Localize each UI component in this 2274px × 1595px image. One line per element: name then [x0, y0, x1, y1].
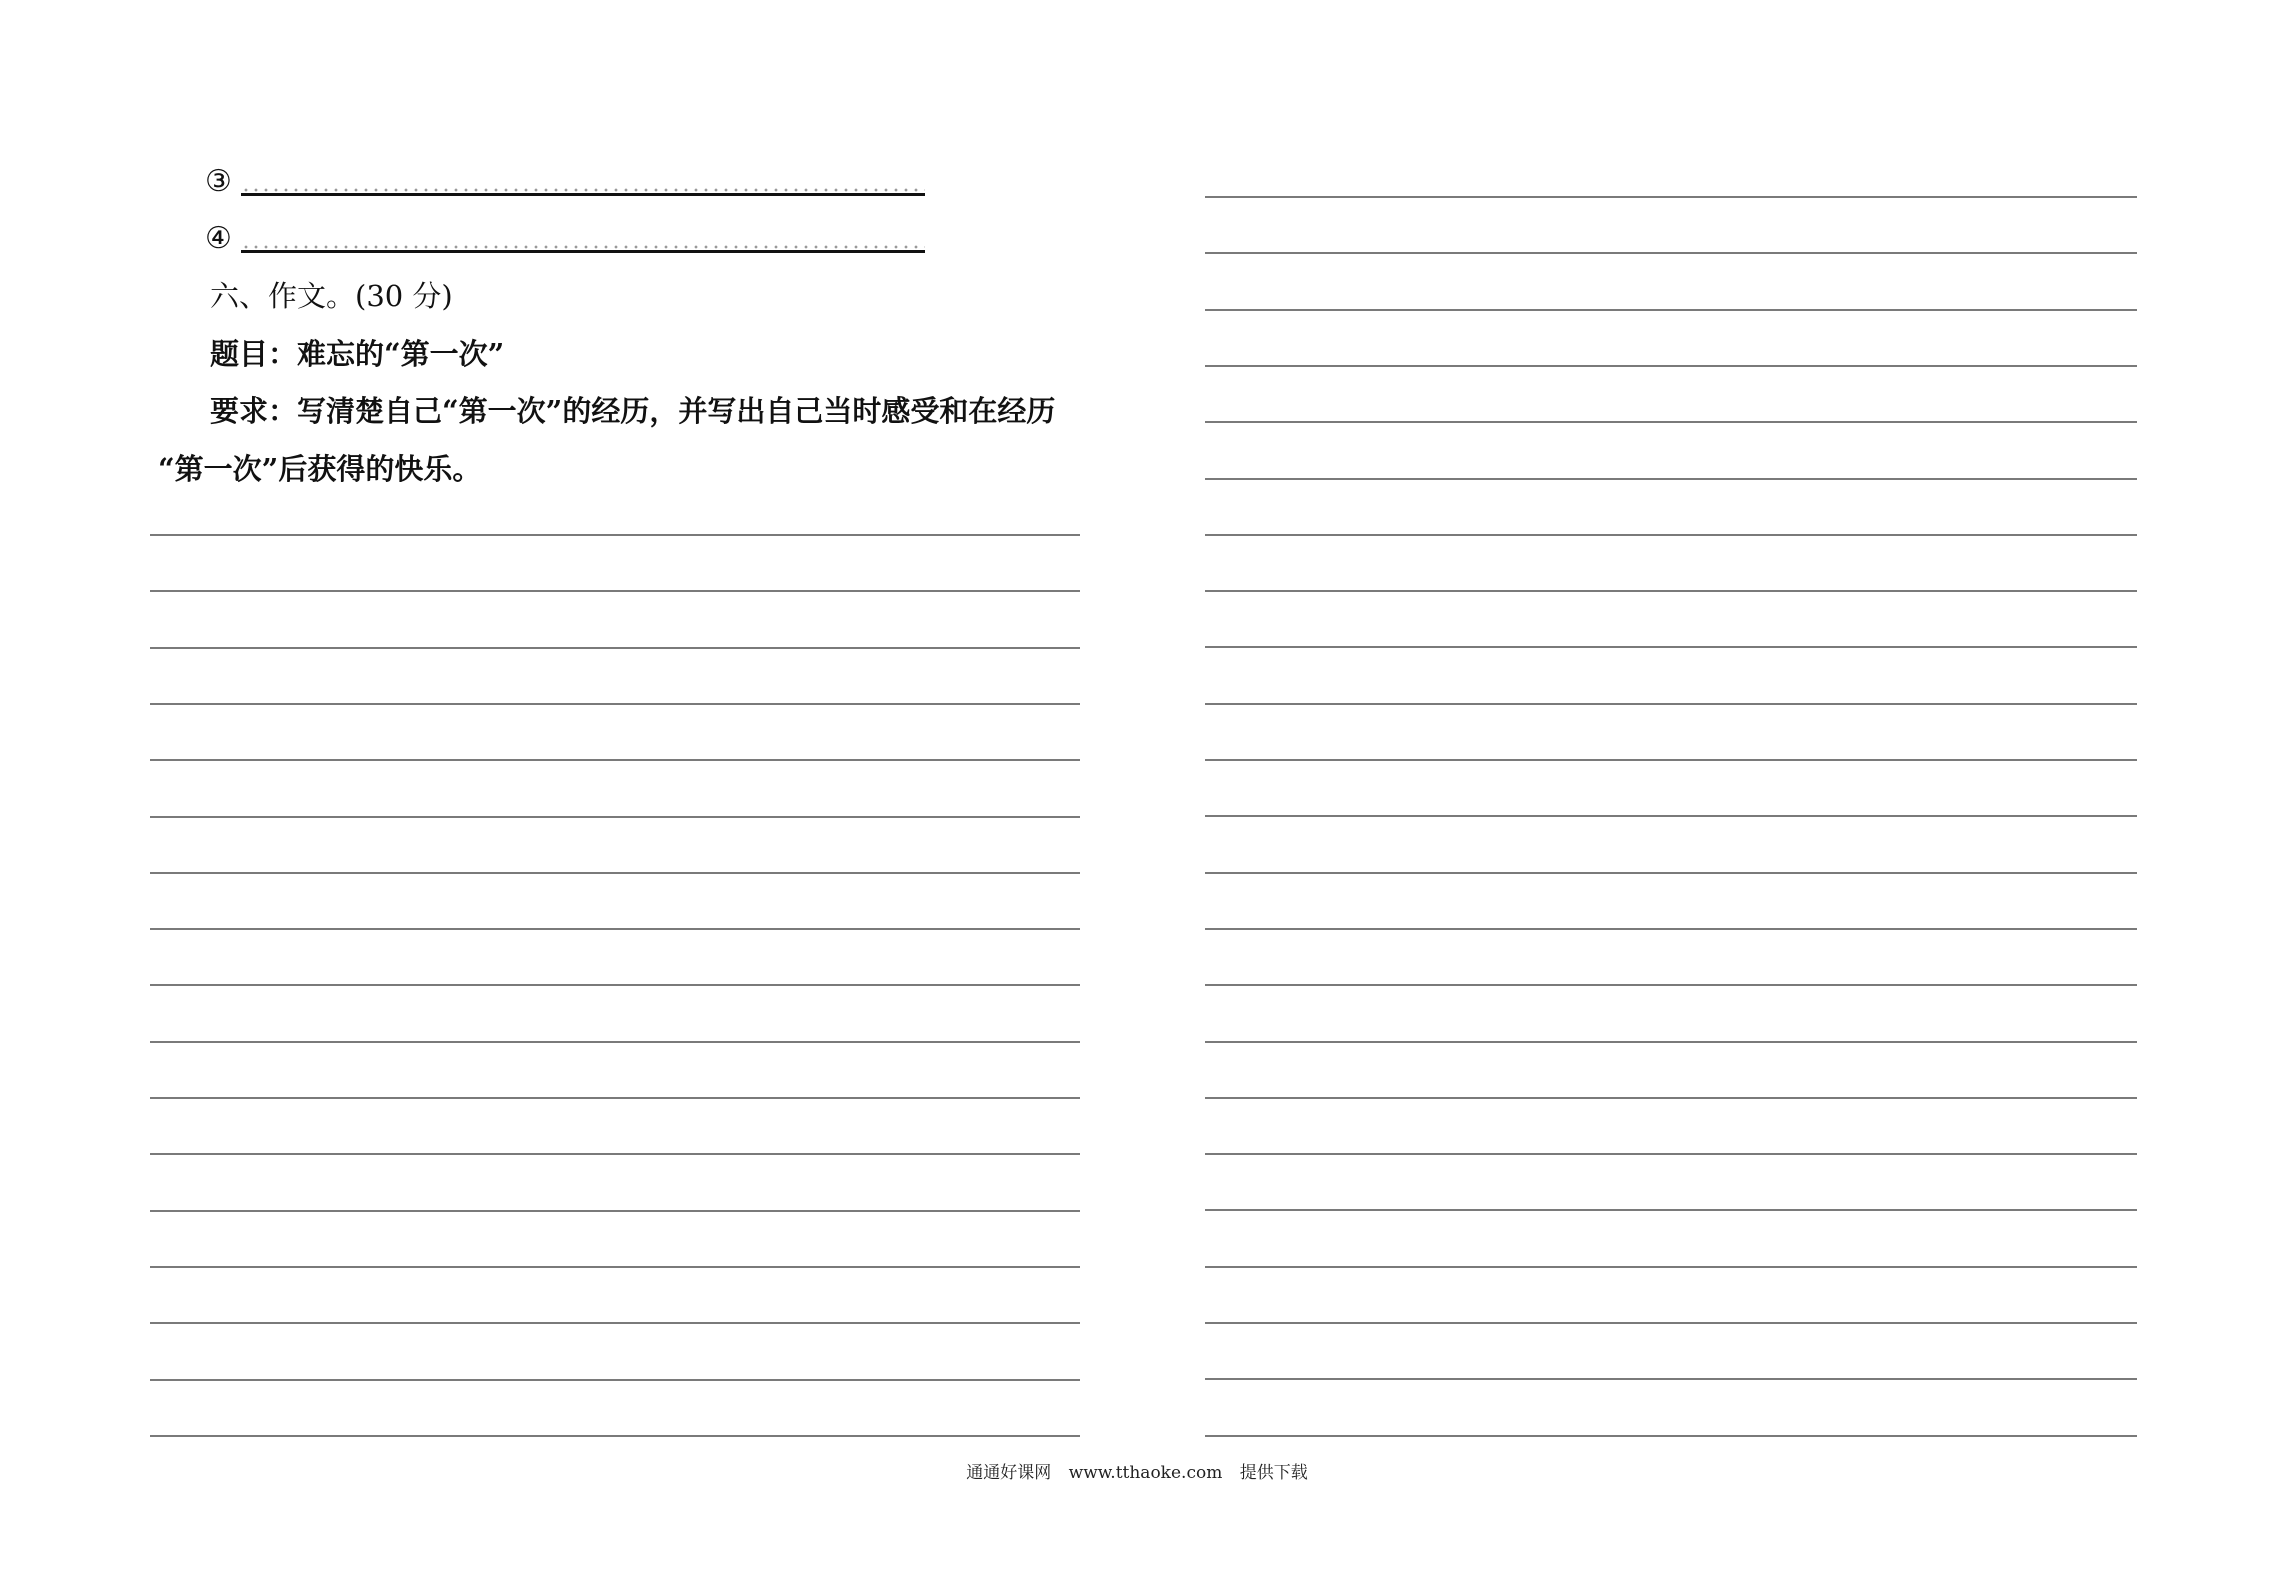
- writing-line: [150, 816, 1080, 818]
- writing-line: [1205, 1097, 2137, 1099]
- writing-line: [150, 759, 1080, 761]
- writing-line: [150, 1379, 1080, 1381]
- writing-line: [150, 590, 1080, 592]
- writing-line: [150, 1153, 1080, 1155]
- writing-line: [150, 984, 1080, 986]
- writing-line: [1205, 872, 2137, 874]
- writing-line: [1205, 1266, 2137, 1268]
- writing-line: [1205, 984, 2137, 986]
- writing-line: [1205, 1153, 2137, 1155]
- writing-line: [150, 1097, 1080, 1099]
- writing-line: [150, 1210, 1080, 1212]
- writing-line: [1205, 421, 2137, 423]
- writing-line: [1205, 365, 2137, 367]
- writing-line: [1205, 928, 2137, 930]
- writing-line: [1205, 815, 2137, 817]
- writing-line: [1205, 478, 2137, 480]
- footer-site-name: 通通好课网: [966, 1463, 1052, 1483]
- essay-requirement-line-2: “第一次”后获得的快乐。: [158, 452, 482, 486]
- writing-line: [1205, 1041, 2137, 1043]
- writing-line: [1205, 759, 2137, 761]
- writing-line: [1205, 1322, 2137, 1324]
- writing-line: [150, 928, 1080, 930]
- writing-line: [1205, 703, 2137, 705]
- writing-line: [1205, 646, 2137, 648]
- writing-line: [150, 1322, 1080, 1324]
- writing-line: [150, 703, 1080, 705]
- footer-suffix: 提供下载: [1239, 1463, 1308, 1483]
- writing-line: [150, 534, 1080, 536]
- writing-line: [1205, 1435, 2137, 1437]
- footer-url: www.tthaoke.com: [1068, 1463, 1223, 1483]
- writing-line: [1205, 252, 2137, 254]
- answer-marker: ④: [205, 221, 232, 256]
- writing-line: [150, 1041, 1080, 1043]
- writing-area-right[interactable]: [1205, 0, 2137, 1595]
- writing-line: [1205, 590, 2137, 592]
- writing-line: [150, 872, 1080, 874]
- essay-requirement-line-1: 要求：写清楚自己“第一次”的经历，并写出自己当时感受和在经历: [210, 394, 1056, 428]
- essay-title: 题目：难忘的“第一次”: [210, 337, 505, 371]
- answer-marker: ③: [205, 164, 232, 199]
- writing-area-left[interactable]: [150, 0, 1080, 1595]
- writing-line: [1205, 309, 2137, 311]
- writing-line: [1205, 1209, 2137, 1211]
- page-footer: [0, 1462, 2274, 1484]
- writing-line: [150, 647, 1080, 649]
- writing-line: [1205, 534, 2137, 536]
- writing-line: [1205, 196, 2137, 198]
- section-heading: 六、作文。(30 分): [210, 279, 453, 313]
- writing-line: [150, 1435, 1080, 1437]
- writing-line: [150, 1266, 1080, 1268]
- writing-line: [1205, 1378, 2137, 1380]
